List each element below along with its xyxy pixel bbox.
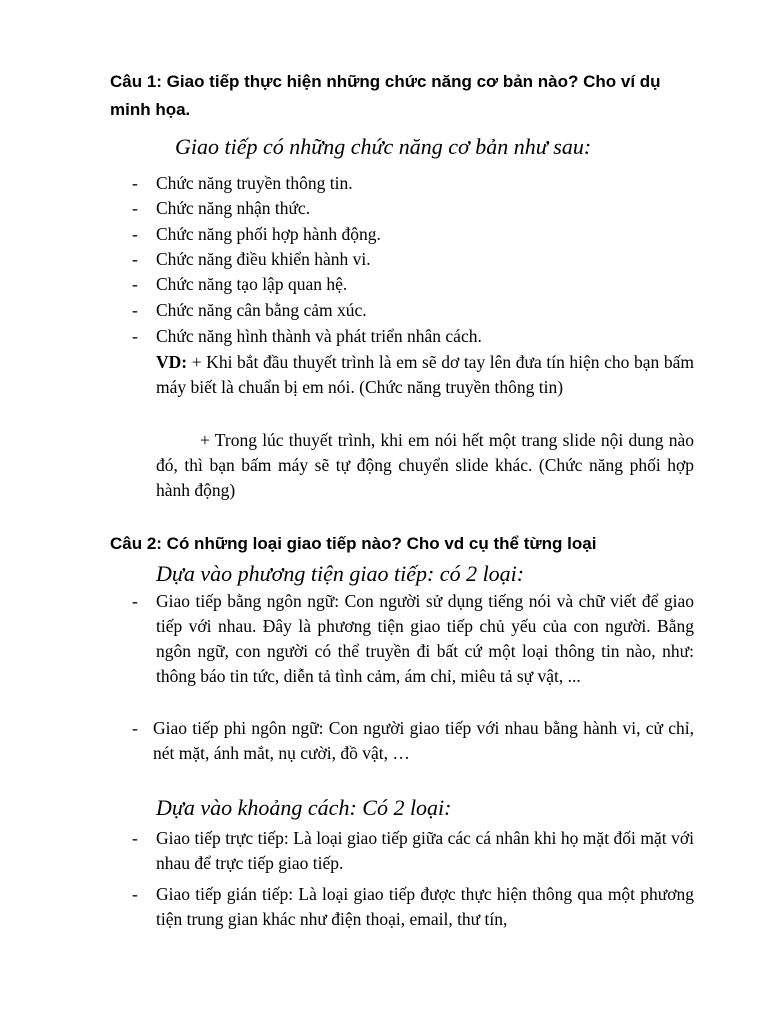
bullet-dash: - (132, 274, 138, 294)
section-2-heading: Dựa vào khoảng cách: Có 2 loại: (156, 795, 452, 820)
function-item (132, 171, 694, 196)
function-item (132, 247, 694, 272)
function-text: Chức năng hình thành và phát triển nhân cách. (156, 326, 482, 346)
comm-type-text: Giao tiếp phi ngôn ngữ: Con người giao tiếp với nhau bằng hành vi, cử chỉ, nét mặt, ánh mắt, nụ cười, đồ vật, … (153, 718, 694, 763)
function-item (132, 222, 694, 247)
example-1-text: + Khi bắt đầu thuyết trình là em sẽ dơ tay lên đưa tín hiện cho bạn bấm máy biết là chuẩn bị em nói. (Chức năng truyền thông tin) (156, 352, 695, 397)
function-text: Chức năng cân bằng cảm xúc. (156, 300, 367, 320)
function-text: Chức năng nhận thức. (156, 198, 311, 218)
bullet-dash: - (132, 326, 138, 346)
bullet-dash: - (132, 249, 138, 269)
function-item (132, 324, 694, 349)
function-item (132, 272, 694, 297)
example-2: + Trong lúc thuyết trình, khi em nói hết một trang slide nội dung nào đó, thì bạn bấm máy sẽ tự động chuyển slide khác. (Chức năng phối hợp hành động) (156, 430, 694, 500)
function-text: Chức năng phối hợp hành động. (156, 224, 381, 244)
comm-type-item (132, 589, 694, 689)
bullet-dash: - (132, 198, 138, 218)
function-text: Chức năng tạo lập quan hệ. (156, 274, 348, 294)
comm-type-item (132, 882, 694, 932)
bullet-dash: - (132, 828, 138, 848)
comm-type-item (132, 826, 694, 876)
section-1-heading: Dựa vào phương tiện giao tiếp: có 2 loại: (156, 561, 525, 586)
question-1-title: Câu 1: Giao tiếp thực hiện những chức năng cơ bản nào? Cho ví dụ minh họa. (110, 72, 661, 119)
bullet-dash: - (132, 591, 138, 611)
example-1 (156, 350, 694, 400)
function-text: Chức năng điều khiển hành vi. (156, 249, 371, 269)
bullet-dash: - (132, 300, 138, 320)
function-item (132, 298, 694, 323)
question-1-intro: Giao tiếp có những chức năng cơ bản như sau: (175, 134, 592, 159)
function-text: Chức năng truyền thông tin. (156, 173, 353, 193)
comm-type-item (132, 716, 694, 766)
question-2-title: Câu 2: Có những loại giao tiếp nào? Cho vd cụ thể từng loại (110, 534, 597, 553)
bullet-dash: - (132, 173, 138, 193)
comm-type-text: Giao tiếp trực tiếp: Là loại giao tiếp giữa các cá nhân khi họ mặt đối mặt với nhau để trực tiếp giao tiếp. (156, 828, 694, 873)
bullet-dash: - (132, 224, 138, 244)
function-item (132, 196, 694, 221)
comm-type-text: Giao tiếp gián tiếp: Là loại giao tiếp được thực hiện thông qua một phương tiện trung gian khác như điện thoại, email, thư tín, (156, 884, 694, 929)
bullet-dash: - (132, 718, 138, 738)
example-label: VD: (156, 352, 188, 372)
comm-type-text: Giao tiếp bằng ngôn ngữ: Con người sử dụng tiếng nói và chữ viết để giao tiếp với nhau. Đây là phương tiện giao tiếp chủ yếu của con người. Bằng ngôn ngữ, con người có thể truyền đi bất cứ một loại thông tin nào, như: thông báo tin tức, diễn tả tình cảm, ám chỉ, miêu tả sự vật, ... (156, 591, 694, 686)
bullet-dash: - (132, 884, 138, 904)
